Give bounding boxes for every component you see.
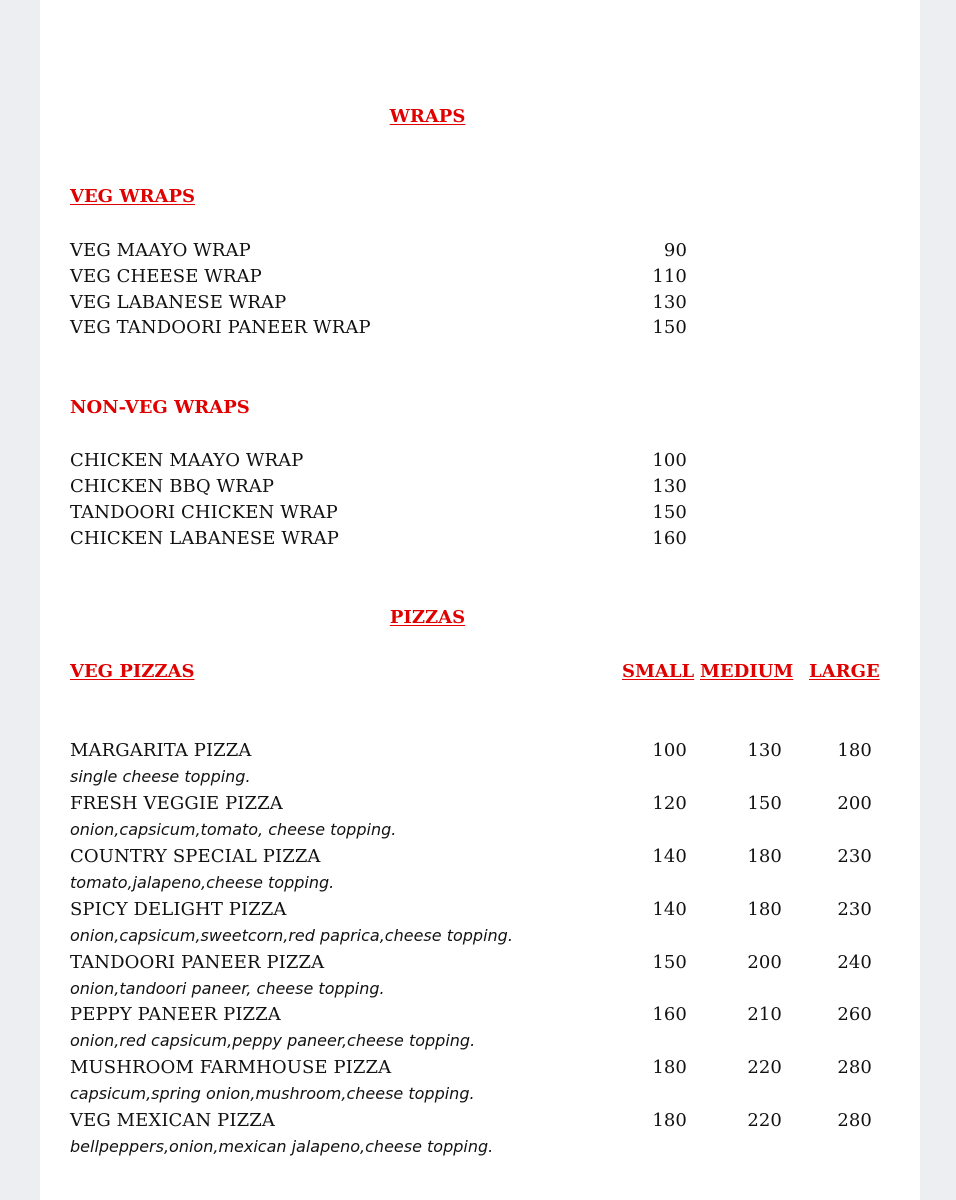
price-small: 140: [652, 846, 687, 867]
price-medium: 210: [747, 1004, 782, 1025]
list-item-name: TANDOORI PANEER PIZZA: [70, 952, 325, 973]
price-small: 150: [652, 952, 687, 973]
list-item-price: 160: [652, 528, 687, 549]
list-item-name: SPICY DELIGHT PIZZA: [70, 899, 287, 920]
price-large: 200: [837, 793, 872, 814]
nonveg-wraps-heading: NON-VEG WRAPS: [70, 397, 250, 418]
list-item-name: CHICKEN BBQ WRAP: [70, 476, 275, 497]
list-item-name: COUNTRY SPECIAL PIZZA: [70, 846, 321, 867]
price-medium: 130: [747, 740, 782, 761]
list-item-price: 130: [652, 476, 687, 497]
list-item-description: single cheese topping.: [70, 767, 251, 786]
price-medium: 150: [747, 793, 782, 814]
list-item-description: capsicum,spring onion,mushroom,cheese topping.: [70, 1084, 475, 1103]
list-item-description: onion,tandoori paneer, cheese topping.: [70, 979, 385, 998]
list-item-price: 110: [652, 266, 687, 287]
menu-page: [40, 0, 920, 1200]
list-item-name: VEG MEXICAN PIZZA: [70, 1110, 275, 1131]
price-small: 120: [652, 793, 687, 814]
list-item-description: onion,capsicum,sweetcorn,red paprica,cheese topping.: [70, 926, 513, 945]
price-medium: 180: [747, 899, 782, 920]
price-medium: 220: [747, 1110, 782, 1131]
veg-pizzas-heading: VEG PIZZAS: [70, 661, 195, 682]
list-item-name: MUSHROOM FARMHOUSE PIZZA: [70, 1057, 392, 1078]
price-large: 180: [837, 740, 872, 761]
column-header-medium: MEDIUM: [700, 661, 794, 682]
list-item-price: 90: [663, 240, 687, 261]
list-item-name: VEG LABANESE WRAP: [70, 292, 287, 313]
price-large: 240: [837, 952, 872, 973]
list-item-price: 100: [652, 450, 687, 471]
price-medium: 180: [747, 846, 782, 867]
list-item-description: onion,red capsicum,peppy paneer,cheese topping.: [70, 1031, 476, 1050]
price-large: 230: [837, 899, 872, 920]
price-large: 260: [837, 1004, 872, 1025]
list-item-name: CHICKEN MAAYO WRAP: [70, 450, 304, 471]
wraps-section-title: WRAPS: [389, 106, 466, 127]
price-large: 280: [837, 1057, 872, 1078]
list-item-name: VEG MAAYO WRAP: [70, 240, 251, 261]
price-small: 180: [652, 1110, 687, 1131]
list-item-name: FRESH VEGGIE PIZZA: [70, 793, 283, 814]
price-medium: 220: [747, 1057, 782, 1078]
price-large: 230: [837, 846, 872, 867]
column-header-small: SMALL: [622, 661, 695, 682]
list-item-description: bellpeppers,onion,mexican jalapeno,cheese topping.: [70, 1137, 494, 1156]
price-medium: 200: [747, 952, 782, 973]
price-small: 160: [652, 1004, 687, 1025]
list-item-price: 150: [652, 502, 687, 523]
pizzas-section-title: PIZZAS: [389, 607, 466, 628]
list-item-description: tomato,jalapeno,cheese topping.: [70, 873, 335, 892]
price-small: 100: [652, 740, 687, 761]
price-small: 180: [652, 1057, 687, 1078]
list-item-name: CHICKEN LABANESE WRAP: [70, 528, 339, 549]
list-item-name: PEPPY PANEER PIZZA: [70, 1004, 281, 1025]
list-item-price: 130: [652, 292, 687, 313]
list-item-name: TANDOORI CHICKEN WRAP: [70, 502, 338, 523]
veg-wraps-heading: VEG WRAPS: [70, 186, 195, 207]
list-item-name: MARGARITA PIZZA: [70, 740, 252, 761]
price-small: 140: [652, 899, 687, 920]
price-large: 280: [837, 1110, 872, 1131]
list-item-name: VEG CHEESE WRAP: [70, 266, 262, 287]
list-item-price: 150: [652, 317, 687, 338]
list-item-name: VEG TANDOORI PANEER WRAP: [70, 317, 371, 338]
column-header-large: LARGE: [809, 661, 880, 682]
list-item-description: onion,capsicum,tomato, cheese topping.: [70, 820, 397, 839]
